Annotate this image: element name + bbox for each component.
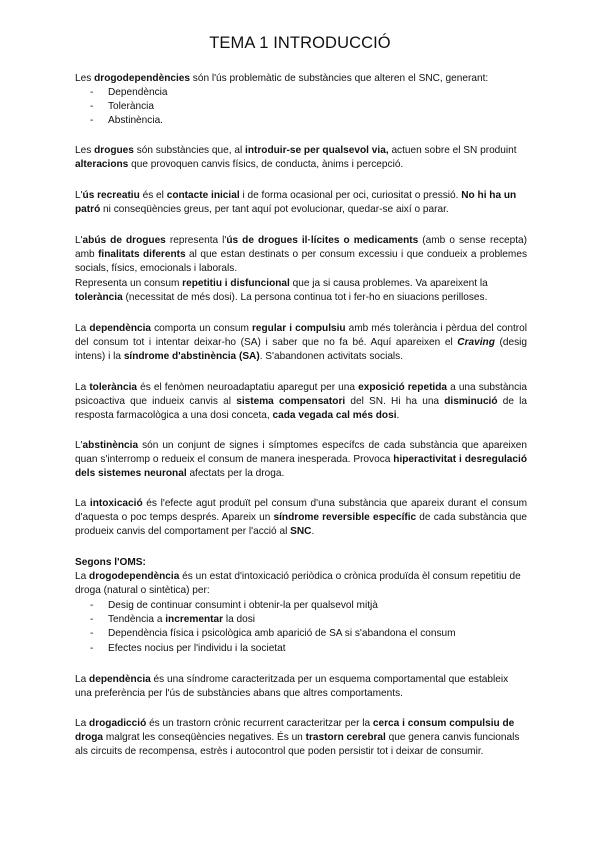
list-item: - Abstinència. — [75, 114, 527, 128]
paragraph-tolerancia: La tolerància és el fenòmen neuroadaptatiu aparegut per una exposició repetida a una substància psicoactiva que indueix canvis al sistema compensatori del SN. Hi ha una disminució de la resposta farmacològica a una dosi conceta, cada vegada cal més dosi. — [75, 382, 528, 422]
list-item: - Tendència a incrementar la dosi — [75, 613, 527, 627]
paragraph-dependencia-oms: La dependència és una síndrome caracteritzada per un esquema comportamental que estableix una preferència per l'ús de substàncies abans que altres comportaments. — [75, 674, 509, 700]
paragraph-drogadiccio: La drogadicció és un trastorn crònic recurrent caracteritzar per la cerca i consum compulsiu de droga malgrat les conseqüències negatives. És un trastorn cerebral que genera canvis funcionals als circuits de recompensa, estrès i autocontrol que poden persistir tot i deixar de consumir. — [75, 718, 520, 758]
list-oms-criteria — [75, 599, 527, 656]
paragraph-dependencia: La dependència comporta un consum regular i compulsiu amb més tolerància i pèrdua del control del consum tot i intentar deixar-ho (SA) i saber que no fa bé. Aquí apareixen el Craving (desig intens) i la síndrome d'abstinència (SA). S'abandonen activitats socials. — [75, 323, 527, 363]
paragraph-us-recreatiu: L'ús recreatiu és el contacte inicial i de forma ocasional per oci, curiositat o pressió. No hi ha un patró ni conseqüències greus, per tant aquí pot evolucionar, quedar-se així o parar. — [75, 190, 517, 216]
paragraph-abstinencia: L'abstinència són un conjunt de signes i símptomes específcs de cada substància que apareixen quan s'interromp o redueix el consum de manera inesperada. Provoca hiperactivitat i desregulació dels sistemes neuronal afectats per la droga. — [75, 440, 527, 480]
list-item: - Dependència física i psicològica amb aparició de SA si s'abandona el consum — [75, 627, 527, 641]
paragraph-drogues: Les drogues són substàncies que, al introduir-se per qualsevol via, actuen sobre el SN produint alteracions que provoquen canvis físics, de conducta, ànims i percepció. — [75, 145, 517, 171]
paragraph-drogodependencies: Les drogodependències són l'ús problemàtic de substàncies que alteren el SNC, generant: — [75, 73, 489, 84]
paragraph-abus-drogues: L'abús de drogues representa l'ús de drogues il·lícites o medicaments (amb o sense recepta) amb finalitats diferents al que estan destinats o per consum excessiu i que condueix a problemes socials, físics, emocionals i laborals. — [75, 235, 528, 275]
list-item: - Efectes nocius per l'individu i la societat — [75, 642, 527, 656]
list-item: - Tolerància — [75, 100, 527, 114]
section-heading-oms: Segons l'OMS: — [75, 557, 146, 568]
paragraph-consum-repetitiu: Representa un consum repetitiu i disfuncional que ja si causa problemes. Va apareixent la tolerància (necessitat de més dosi). La persona continua tot i fer-ho en siuacions perilloses. — [75, 278, 488, 304]
paragraph-oms-drogodependencia: La drogodependència és un estat d'intoxicació periòdica o crònica produïda èl consum repetitiu de droga (natural o sintètica) per: — [75, 571, 521, 597]
list-item: - Desig de continuar consumint i obtenir-la per qualsevol mitjà — [75, 599, 527, 613]
list-item: - Dependència — [75, 86, 527, 100]
page-title: TEMA 1 INTRODUCCIÓ — [209, 34, 391, 52]
list-drogodependencia-effects — [75, 86, 527, 129]
paragraph-intoxicacio: La intoxicació és l'efecte agut produït pel consum d'una substància que apareix durant el consum d'aquesta o poc temps després. Apareix un síndrome reversible específic de cada substància que produeix canvis del comportament per l'acció al SNC. — [75, 498, 527, 538]
